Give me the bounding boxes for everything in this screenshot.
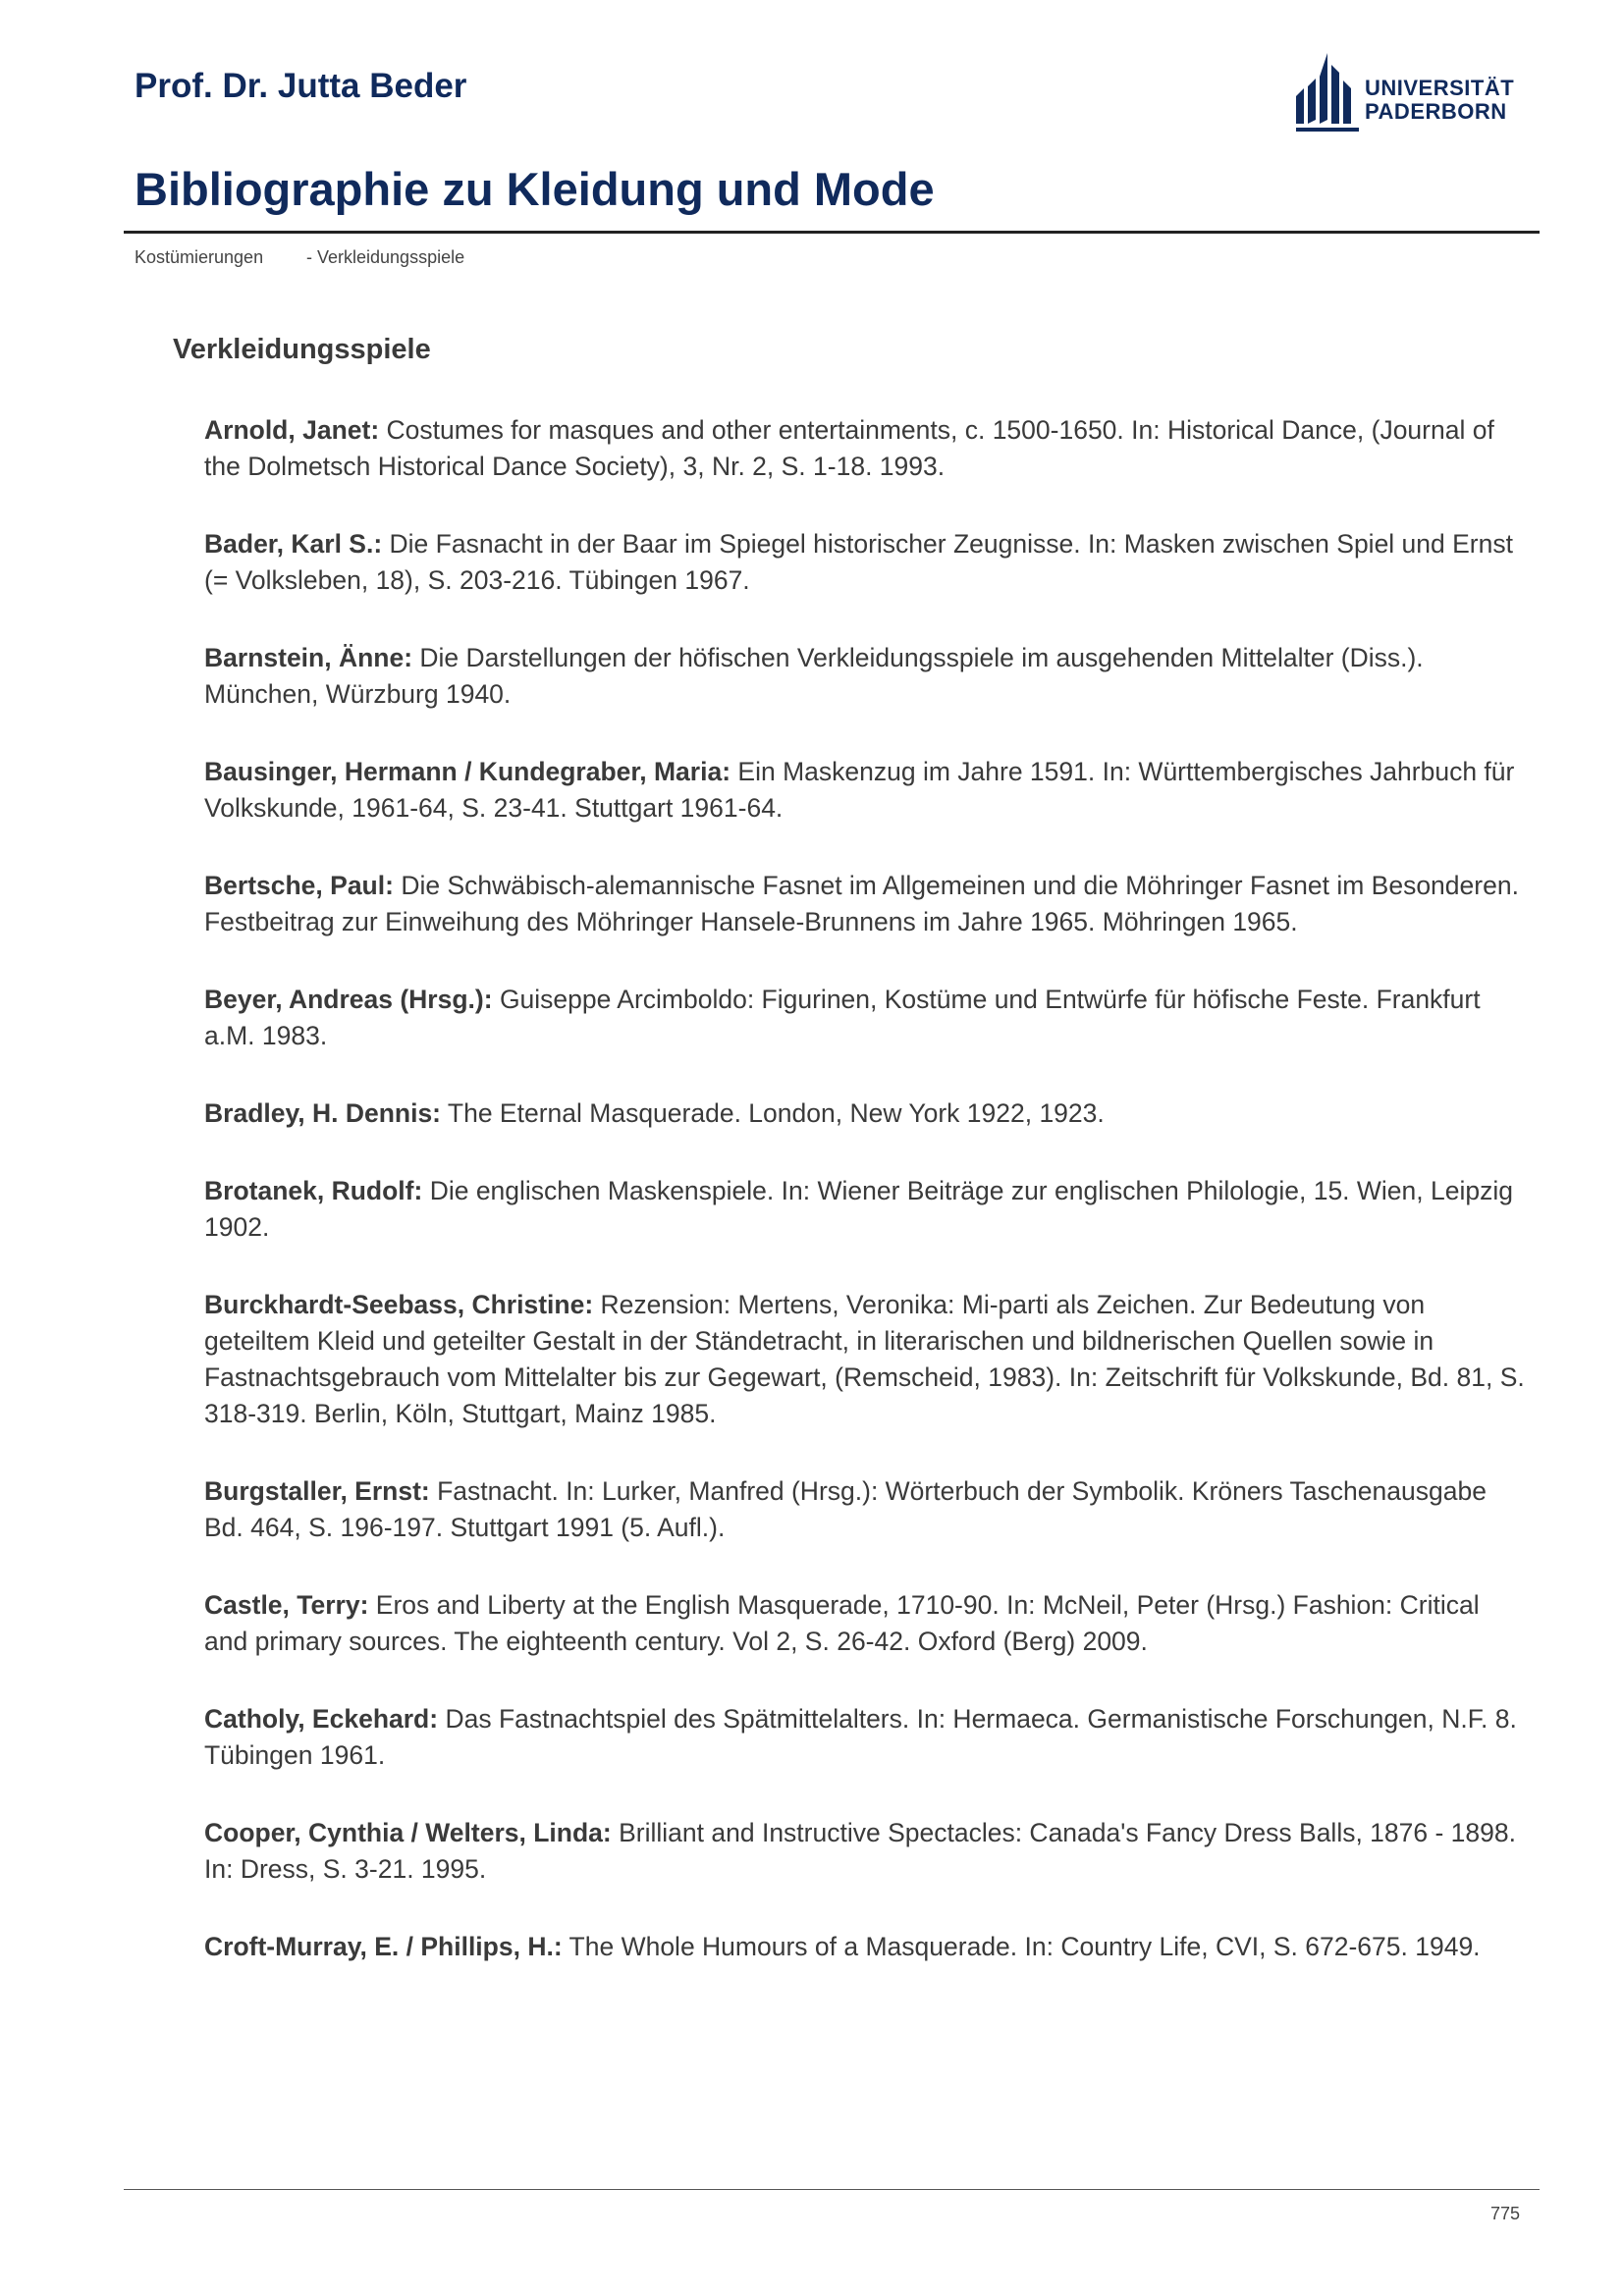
bibliography-list	[204, 412, 1530, 2006]
bibliography-entry	[204, 526, 1530, 599]
entry-text: Fastnacht. In: Lurker, Manfred (Hrsg.): Wörterbuch der Symbolik. Kröners Taschenausgabe Bd. 464, S. 196-197. Stuttgart 1991 (5. Aufl.).	[204, 1476, 1487, 1542]
entry-author: Burgstaller, Ernst:	[204, 1476, 430, 1506]
entry-text: The Eternal Masquerade. London, New York 1922, 1923.	[447, 1098, 1105, 1128]
bibliography-entry	[204, 868, 1530, 940]
author-name: Prof. Dr. Jutta Beder	[135, 67, 467, 105]
entry-author: Catholy, Eckehard:	[204, 1704, 439, 1734]
section-heading: Verkleidungsspiele	[173, 334, 431, 365]
logo-line-1: UNIVERSITÄT	[1365, 76, 1515, 100]
entry-author: Arnold, Janet:	[204, 415, 380, 445]
entry-author: Barnstein, Änne:	[204, 643, 413, 672]
entry-text: Die Fasnacht in der Baar im Spiegel historischer Zeugnisse. In: Masken zwischen Spiel und Ernst (= Volksleben, 18), S. 203-216. Tübingen 1967.	[204, 529, 1513, 595]
bibliography-entry	[204, 1815, 1530, 1888]
header-divider	[124, 231, 1540, 234]
page-title: Bibliographie zu Kleidung und Mode	[135, 163, 935, 215]
entry-author: Castle, Terry:	[204, 1590, 369, 1620]
entry-text: Rezension: Mertens, Veronika: Mi-parti als Zeichen. Zur Bedeutung von geteiltem Kleid und geteilter Gestalt in der Ständetracht, in literarischen und bildnerischen Quellen sowie in Fastnachtsgebrauch vom Mittelalter bis zur Gegewart, (Remscheid, 1983). In: Zeitschrift für Volkskunde, Bd. 81, S. 318-319. Berlin, Köln, Stuttgart, Mainz 1985.	[204, 1290, 1525, 1428]
bibliography-entry	[204, 982, 1530, 1054]
breadcrumb-item-verkleidungsspiele: - Verkleidungsspiele	[306, 247, 465, 267]
bibliography-entry	[204, 1473, 1530, 1546]
entry-author: Bader, Karl S.:	[204, 529, 383, 559]
entry-author: Bradley, H. Dennis:	[204, 1098, 442, 1128]
bibliography-entry	[204, 754, 1530, 827]
entry-text: Eros and Liberty at the English Masquerade, 1710-90. In: McNeil, Peter (Hrsg.) Fashion: Critical and primary sources. The eighteenth century. Vol 2, S. 26-42. Oxford (Berg) 2009.	[204, 1590, 1480, 1656]
bibliography-entry	[204, 412, 1530, 485]
bibliography-entry	[204, 1701, 1530, 1774]
university-logo-text	[1365, 77, 1514, 124]
bibliography-entry	[204, 1095, 1530, 1132]
entry-text: Ein Maskenzug im Jahre 1591. In: Württembergisches Jahrbuch für Volkskunde, 1961-64, S. 23-41. Stuttgart 1961-64.	[204, 757, 1515, 823]
entry-text: Die englischen Maskenspiele. In: Wiener Beiträge zur englischen Philologie, 15. Wien, Leipzig 1902.	[204, 1176, 1513, 1242]
logo-line-2: PADERBORN	[1365, 99, 1507, 124]
bibliography-entry	[204, 1173, 1530, 1246]
entry-text: The Whole Humours of a Masquerade. In: Country Life, CVI, S. 672-675. 1949.	[568, 1932, 1481, 1961]
entry-text: Das Fastnachtspiel des Spätmittelalters. In: Hermaeca. Germanistische Forschungen, N.F. 8. Tübingen 1961.	[204, 1704, 1517, 1770]
entry-author: Bausinger, Hermann / Kundegraber, Maria:	[204, 757, 731, 786]
page-number: 775	[1490, 2204, 1521, 2223]
entry-author: Beyer, Andreas (Hrsg.):	[204, 985, 493, 1014]
entry-text: Die Darstellungen der höfischen Verkleidungsspiele im ausgehenden Mittelalter (Diss.). München, Würzburg 1940.	[204, 643, 1424, 709]
entry-author: Brotanek, Rudolf:	[204, 1176, 423, 1205]
bibliography-entry	[204, 1587, 1530, 1660]
entry-text: Die Schwäbisch-alemannische Fasnet im Allgemeinen und die Möhringer Fasnet im Besonderen. Festbeitrag zur Einweihung des Möhringer Hansele-Brunnens im Jahre 1965. Möhringen 1965.	[204, 871, 1519, 936]
footer-divider	[124, 2189, 1540, 2190]
entry-text: Guiseppe Arcimboldo: Figurinen, Kostüme und Entwürfe für höfische Feste. Frankfurt a.M. 1983.	[204, 985, 1481, 1050]
breadcrumb-item-kostuemierungen: Kostümierungen	[135, 247, 264, 267]
entry-text: Brilliant and Instructive Spectacles: Canada's Fancy Dress Balls, 1876 - 1898. In: Dress, S. 3-21. 1995.	[204, 1818, 1516, 1884]
entry-author: Bertsche, Paul:	[204, 871, 394, 900]
bibliography-entry	[204, 1287, 1530, 1432]
entry-author: Cooper, Cynthia / Welters, Linda:	[204, 1818, 612, 1847]
entry-author: Croft-Murray, E. / Phillips, H.:	[204, 1932, 563, 1961]
bibliography-entry	[204, 640, 1530, 713]
entry-text: Costumes for masques and other entertainments, c. 1500-1650. In: Historical Dance, (Journal of the Dolmetsch Historical Dance Society), 3, Nr. 2, S. 1-18. 1993.	[204, 415, 1494, 481]
bibliography-entry	[204, 1929, 1530, 1965]
entry-author: Burckhardt-Seebass, Christine:	[204, 1290, 594, 1319]
